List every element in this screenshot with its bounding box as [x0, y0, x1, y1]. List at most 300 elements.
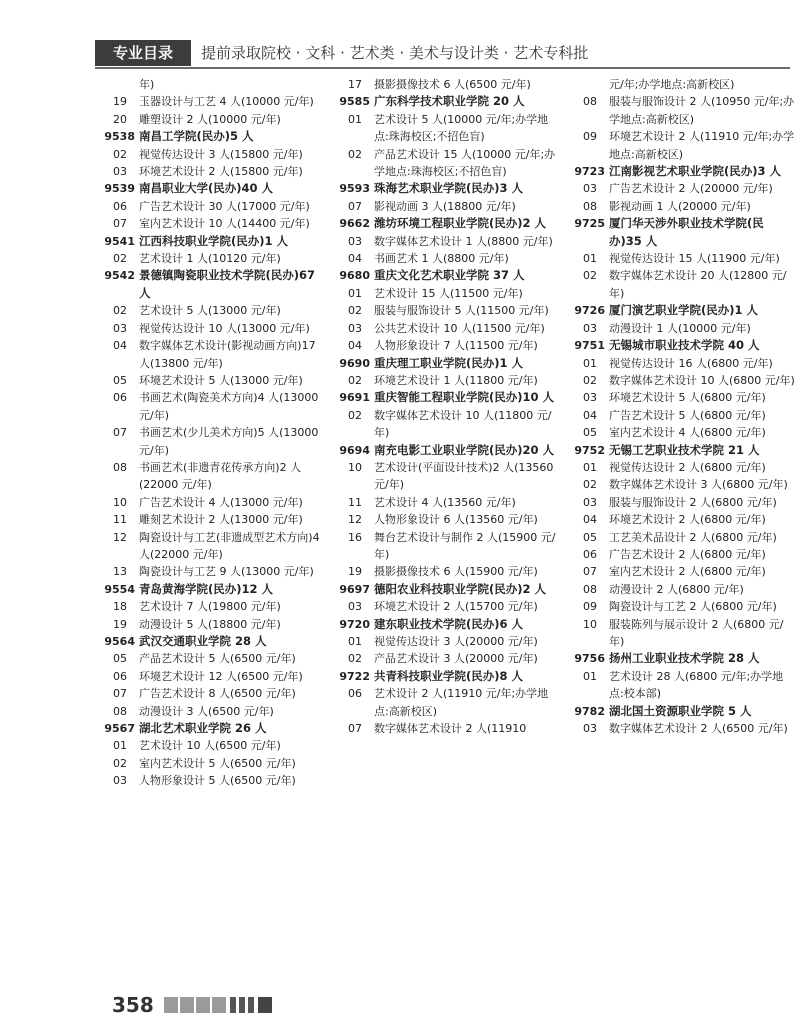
school-entry: [330, 355, 558, 372]
school-entry: [95, 633, 323, 650]
major-entry: [565, 128, 795, 163]
school-entry: [95, 233, 323, 250]
major-entry: [95, 703, 323, 720]
major-entry: [565, 407, 795, 424]
school-code: 9541: [104, 234, 135, 248]
page-number: 358: [112, 993, 154, 1017]
major-entry: [565, 563, 795, 580]
major-code: 09: [583, 600, 597, 614]
entry-text: 环境艺术设计 2 人(11910 元/年;办学地点:高新校区): [609, 130, 795, 161]
entry-text: 产品艺术设计 15 人(10000 元/年;办学地点:珠海校区;不招色盲): [374, 147, 556, 179]
major-code: 01: [583, 460, 597, 474]
major-code: 02: [583, 269, 597, 283]
major-entry: [330, 407, 558, 442]
major-entry: [565, 616, 795, 651]
entry-text: 室内艺术设计 4 人(6800 元/年): [609, 426, 766, 440]
major-code: 03: [583, 495, 597, 509]
school-code: 9725: [574, 217, 605, 231]
column-3: [565, 76, 795, 737]
school-code: 9694: [339, 443, 370, 457]
major-entry: [330, 111, 558, 146]
entry-text: 人物形象设计 7 人(11500 元/年): [374, 339, 538, 353]
school-name: 珠海艺术职业学院(民办)3 人: [374, 181, 524, 196]
major-entry: [330, 633, 558, 650]
major-code: 08: [583, 199, 597, 213]
header-rule: [95, 67, 790, 69]
entry-text: 艺术设计(平面设计技术)2 人(13560 元/年): [374, 460, 554, 492]
entry-text: 摄影摄像技术 6 人(15900 元/年): [374, 565, 538, 579]
major-code: 02: [583, 478, 597, 492]
entry-text: 人物形象设计 6 人(13560 元/年): [374, 513, 538, 527]
major-code: 01: [583, 252, 597, 266]
major-entry: [565, 198, 795, 215]
major-code: 19: [113, 617, 127, 631]
major-code: 08: [113, 460, 127, 474]
major-code: 08: [583, 95, 597, 109]
major-code: 03: [348, 321, 362, 335]
entry-text: 数字媒体艺术设计 1 人(8800 元/年): [374, 234, 553, 248]
entry-text: 舞台艺术设计与制作 2 人(15900 元/年): [374, 530, 556, 561]
entry-text: 年): [139, 78, 155, 91]
school-name: 青岛黄海学院(民办)12 人: [139, 581, 274, 596]
school-entry: [95, 581, 323, 598]
entry-text: 数字媒体艺术设计 3 人(6800 元/年): [609, 478, 788, 492]
major-code: 18: [113, 600, 127, 614]
major-code: 06: [113, 669, 127, 683]
school-entry: [330, 180, 558, 197]
entry-text: 雕刻艺术设计 2 人(13000 元/年): [139, 513, 303, 527]
entry-text: 室内艺术设计 2 人(6800 元/年): [609, 565, 766, 579]
entry-text: 视觉传达设计 10 人(13000 元/年): [139, 321, 310, 335]
school-name: 潍坊环境工程职业学院(民办)2 人: [374, 216, 547, 231]
school-entry: [565, 215, 795, 250]
major-code: 12: [113, 530, 127, 544]
school-entry: [565, 163, 795, 180]
entry-text: 环境艺术设计 5 人(13000 元/年): [139, 373, 303, 387]
major-entry: [565, 529, 795, 546]
major-code: 05: [113, 652, 127, 666]
page-header: [95, 40, 790, 66]
major-entry: [565, 494, 795, 511]
entry-text: 服装与服饰设计 5 人(11500 元/年): [374, 304, 549, 318]
major-code: 19: [113, 95, 127, 109]
school-code: 9756: [574, 652, 605, 666]
major-code: 07: [583, 565, 597, 579]
major-entry: [565, 668, 795, 703]
major-entry: [95, 755, 323, 772]
major-entry: [330, 720, 558, 737]
major-entry: [565, 424, 795, 441]
section-tag: 专业目录: [95, 40, 191, 66]
entry-text: 艺术设计 15 人(11500 元/年): [374, 286, 523, 300]
major-entry: [95, 337, 323, 372]
school-entry: [565, 302, 795, 319]
entry-text: 艺术设计 5 人(10000 元/年;办学地点:珠海校区;不招色盲): [374, 112, 549, 144]
major-entry: [330, 146, 558, 181]
major-code: 01: [348, 112, 362, 126]
school-code: 9697: [339, 582, 370, 596]
major-entry: [330, 320, 558, 337]
school-name: 重庆理工职业学院(民办)1 人: [374, 355, 524, 370]
major-code: 08: [583, 582, 597, 596]
school-name: 无锡城市职业技术学院 40 人: [609, 338, 760, 353]
major-entry: [565, 267, 795, 302]
major-code: 03: [113, 165, 127, 179]
major-code: 09: [583, 130, 597, 144]
header-title: 提前录取院校 · 文科 · 艺术类 · 美术与设计类 · 艺术专科批: [201, 44, 589, 62]
entry-text: 视觉传达设计 15 人(11900 元/年): [609, 252, 780, 266]
entry-text: 书画艺术 1 人(8800 元/年): [374, 252, 509, 266]
major-code: 01: [348, 635, 362, 648]
entry-text: 数字媒体艺术设计 2 人(6500 元/年): [609, 722, 788, 736]
school-code: 9538: [104, 130, 135, 144]
entry-text: 动漫设计 2 人(6800 元/年): [609, 582, 744, 596]
major-entry: [95, 146, 323, 163]
school-entry: [330, 581, 558, 598]
entry-text: 元/年;办学地点:高新校区): [609, 78, 735, 91]
entry-text: 艺术设计 7 人(19800 元/年): [139, 600, 281, 614]
entry-text: 室内艺术设计 10 人(14400 元/年): [139, 217, 310, 231]
entry-text: 动漫设计 3 人(6500 元/年): [139, 704, 274, 718]
major-code: 05: [583, 426, 597, 440]
school-code: 9752: [574, 443, 605, 457]
entry-text: 艺术设计 1 人(10120 元/年): [139, 252, 281, 266]
school-name: 重庆智能工程职业学院(民办)10 人: [374, 390, 555, 405]
entry-text: 视觉传达设计 3 人(20000 元/年): [374, 635, 538, 648]
major-entry: [330, 198, 558, 215]
major-code: 04: [348, 252, 362, 266]
continuation-text: [95, 76, 323, 93]
major-code: 06: [583, 547, 597, 561]
major-entry: [95, 511, 323, 528]
major-code: 04: [348, 339, 362, 353]
major-code: 01: [348, 286, 362, 300]
major-entry: [95, 616, 323, 633]
entry-text: 陶瓷设计与工艺(非遗成型艺术方向)4 人(22000 元/年): [139, 530, 320, 561]
school-entry: [565, 337, 795, 354]
entry-text: 环境艺术设计 1 人(11800 元/年): [374, 373, 538, 387]
major-entry: [95, 737, 323, 754]
major-code: 10: [113, 495, 127, 509]
entry-text: 公共艺术设计 10 人(11500 元/年): [374, 321, 545, 335]
entry-text: 艺术设计 28 人(6800 元/年;办学地点:校本部): [609, 669, 784, 701]
major-entry: [330, 76, 558, 93]
major-entry: [95, 215, 323, 232]
major-code: 11: [113, 513, 127, 527]
major-entry: [330, 598, 558, 615]
major-entry: [565, 511, 795, 528]
entry-text: 雕塑设计 2 人(10000 元/年): [139, 112, 281, 126]
major-entry: [565, 598, 795, 615]
entry-text: 产品艺术设计 3 人(20000 元/年): [374, 652, 538, 666]
school-entry: [330, 215, 558, 232]
major-code: 13: [113, 565, 127, 579]
entry-text: 广告艺术设计 4 人(13000 元/年): [139, 495, 303, 509]
school-entry: [565, 442, 795, 459]
school-entry: [95, 267, 323, 302]
school-name: 共青科技职业学院(民办)8 人: [374, 668, 524, 683]
major-code: 03: [583, 722, 597, 736]
entry-text: 环境艺术设计 2 人(15700 元/年): [374, 600, 538, 614]
school-code: 9720: [339, 617, 370, 631]
school-name: 南昌职业大学(民办)40 人: [139, 181, 274, 196]
major-entry: [565, 389, 795, 406]
entry-text: 人物形象设计 5 人(6500 元/年): [139, 774, 296, 788]
entry-text: 数字媒体艺术设计(影视动画方向)17 人(13800 元/年): [139, 339, 316, 370]
school-name: 厦门华天涉外职业技术学院(民办)35 人: [609, 216, 764, 248]
school-code: 9680: [339, 269, 370, 283]
entry-text: 视觉传达设计 3 人(15800 元/年): [139, 147, 303, 161]
major-code: 10: [348, 460, 362, 474]
major-code: 07: [113, 426, 127, 440]
major-entry: [330, 250, 558, 267]
major-entry: [565, 355, 795, 372]
major-code: 10: [583, 617, 597, 631]
major-code: 03: [113, 774, 127, 788]
major-code: 08: [113, 704, 127, 718]
major-entry: [330, 302, 558, 319]
school-name: 厦门演艺职业学院(民办)1 人: [609, 303, 759, 318]
school-entry: [95, 128, 323, 145]
major-code: 06: [348, 687, 362, 701]
major-code: 19: [348, 565, 362, 579]
school-entry: [330, 668, 558, 685]
major-code: 17: [348, 78, 362, 91]
school-name: 湖北国土资源职业学院 5 人: [609, 703, 752, 718]
major-code: 04: [583, 513, 597, 527]
major-entry: [330, 529, 558, 564]
entry-text: 影视动画 3 人(18800 元/年): [374, 199, 516, 213]
school-code: 9726: [574, 304, 605, 318]
major-entry: [330, 563, 558, 580]
entry-text: 书画艺术(非遗青花传承方向)2 人(22000 元/年): [139, 460, 302, 492]
major-entry: [95, 389, 323, 424]
major-code: 03: [113, 321, 127, 335]
column-1: [95, 76, 323, 790]
entry-text: 艺术设计 2 人(11910 元/年;办学地点:高新校区): [374, 687, 549, 718]
entry-text: 玉器设计与工艺 4 人(10000 元/年): [139, 95, 314, 109]
school-code: 9542: [104, 269, 135, 283]
major-entry: [330, 685, 558, 720]
school-entry: [565, 650, 795, 667]
school-name: 德阳农业科技职业学院(民办)2 人: [374, 581, 547, 596]
major-code: 02: [113, 304, 127, 318]
school-name: 广东科学技术职业学院 20 人: [374, 94, 525, 109]
major-entry: [95, 111, 323, 128]
school-entry: [565, 703, 795, 720]
entry-text: 数字媒体艺术设计 20 人(12800 元/年): [609, 269, 787, 300]
major-entry: [95, 424, 323, 459]
entry-text: 服装与服饰设计 2 人(6800 元/年): [609, 495, 777, 509]
major-entry: [95, 563, 323, 580]
major-entry: [565, 459, 795, 476]
major-entry: [565, 546, 795, 563]
major-entry: [330, 494, 558, 511]
entry-text: 艺术设计 4 人(13560 元/年): [374, 495, 516, 509]
major-entry: [95, 529, 323, 564]
major-code: 01: [583, 669, 597, 683]
major-entry: [330, 337, 558, 354]
school-entry: [330, 267, 558, 284]
major-entry: [330, 459, 558, 494]
major-code: 07: [348, 722, 362, 736]
entry-text: 书画艺术(陶瓷美术方向)4 人(13000 元/年): [139, 391, 319, 422]
major-code: 07: [113, 217, 127, 231]
entry-text: 广告艺术设计 2 人(20000 元/年): [609, 182, 773, 196]
major-code: 02: [113, 252, 127, 266]
school-entry: [330, 442, 558, 459]
school-name: 江西科技职业学院(民办)1 人: [139, 233, 289, 248]
entry-text: 环境艺术设计 5 人(6800 元/年): [609, 391, 766, 405]
major-code: 07: [348, 199, 362, 213]
school-name: 武汉交通职业学院 28 人: [139, 634, 267, 648]
major-entry: [95, 372, 323, 389]
entry-text: 数字媒体艺术设计 10 人(6800 元/年): [609, 373, 795, 387]
major-code: 01: [113, 739, 127, 753]
school-code: 9782: [574, 704, 605, 718]
school-name: 湖北艺术职业学院 26 人: [139, 721, 267, 736]
major-entry: [95, 198, 323, 215]
entry-text: 动漫设计 5 人(18800 元/年): [139, 617, 281, 631]
column-2: [330, 76, 558, 737]
major-entry: [95, 772, 323, 789]
entry-text: 室内艺术设计 5 人(6500 元/年): [139, 756, 296, 770]
major-code: 06: [113, 199, 127, 213]
entry-text: 广告艺术设计 8 人(6500 元/年): [139, 687, 296, 701]
major-entry: [565, 93, 795, 128]
major-code: 05: [113, 373, 127, 387]
major-entry: [330, 233, 558, 250]
entry-text: 数字媒体艺术设计 10 人(11800 元/年): [374, 408, 552, 440]
major-entry: [565, 581, 795, 598]
major-code: 02: [113, 147, 127, 161]
school-code: 9691: [339, 391, 370, 405]
major-entry: [95, 163, 323, 180]
major-code: 07: [113, 687, 127, 701]
school-code: 9723: [574, 165, 605, 179]
school-code: 9690: [339, 356, 370, 370]
entry-text: 环境艺术设计 2 人(6800 元/年): [609, 513, 766, 527]
entry-text: 陶瓷设计与工艺 9 人(13000 元/年): [139, 565, 314, 579]
entry-text: 艺术设计 5 人(13000 元/年): [139, 304, 281, 318]
school-code: 9564: [104, 635, 135, 648]
entry-text: 影视动画 1 人(20000 元/年): [609, 199, 751, 213]
entry-text: 数字媒体艺术设计 2 人(11910: [374, 722, 527, 736]
school-code: 9722: [339, 669, 370, 683]
school-entry: [95, 720, 323, 737]
school-name: 扬州工业职业技术学院 28 人: [609, 651, 760, 666]
major-entry: [565, 320, 795, 337]
major-entry: [95, 320, 323, 337]
entry-text: 产品艺术设计 5 人(6500 元/年): [139, 652, 296, 666]
major-code: 03: [348, 600, 362, 614]
school-entry: [330, 93, 558, 110]
entry-text: 广告艺术设计 5 人(6800 元/年): [609, 408, 766, 422]
entry-text: 服装与服饰设计 2 人(10950 元/年;办学地点:高新校区): [609, 95, 795, 126]
major-entry: [565, 720, 795, 737]
school-name: 景德镇陶瓷职业技术学院(民办)67 人: [139, 268, 316, 300]
major-entry: [330, 650, 558, 667]
entry-text: 书画艺术(少儿美术方向)5 人(13000 元/年): [139, 426, 319, 457]
entry-text: 摄影摄像技术 6 人(6500 元/年): [374, 78, 531, 91]
major-entry: [95, 494, 323, 511]
major-entry: [565, 250, 795, 267]
major-code: 20: [113, 112, 127, 126]
major-entry: [95, 598, 323, 615]
major-code: 03: [348, 234, 362, 248]
entry-text: 广告艺术设计 30 人(17000 元/年): [139, 199, 310, 213]
school-entry: [95, 180, 323, 197]
major-code: 02: [348, 147, 362, 161]
major-entry: [330, 285, 558, 302]
major-code: 06: [113, 391, 127, 405]
major-entry: [95, 668, 323, 685]
school-code: 9567: [104, 722, 135, 736]
school-name: 无锡工艺职业技术学院 21 人: [609, 442, 760, 457]
school-code: 9585: [339, 95, 370, 109]
major-entry: [565, 180, 795, 197]
major-code: 02: [348, 373, 362, 387]
major-code: 03: [583, 321, 597, 335]
major-entry: [95, 650, 323, 667]
entry-text: 视觉传达设计 2 人(6800 元/年): [609, 460, 766, 474]
school-code: 9662: [339, 217, 370, 231]
school-name: 建东职业技术学院(民办)6 人: [374, 616, 524, 631]
major-code: 02: [348, 652, 362, 666]
major-code: 16: [348, 530, 362, 544]
school-code: 9751: [574, 339, 605, 353]
major-code: 02: [583, 373, 597, 387]
school-name: 南昌工学院(民办)5 人: [139, 129, 254, 144]
entry-text: 环境艺术设计 2 人(15800 元/年): [139, 165, 303, 179]
entry-text: 动漫设计 1 人(10000 元/年): [609, 321, 751, 335]
continuation-text: [565, 76, 795, 93]
footer-decoration: [164, 997, 284, 1013]
major-entry: [330, 511, 558, 528]
major-code: 11: [348, 495, 362, 509]
major-entry: [95, 250, 323, 267]
entry-text: 艺术设计 10 人(6500 元/年): [139, 739, 281, 753]
school-name: 江南影视艺术职业学院(民办)3 人: [609, 164, 782, 179]
major-code: 01: [583, 356, 597, 370]
school-name: 重庆文化艺术职业学院 37 人: [374, 268, 525, 283]
major-code: 05: [583, 530, 597, 544]
school-name: 南充电影工业职业学院(民办)20 人: [374, 442, 555, 457]
major-entry: [95, 459, 323, 494]
school-entry: [330, 616, 558, 633]
major-entry: [565, 372, 795, 389]
major-code: 04: [113, 339, 127, 353]
major-code: 02: [348, 304, 362, 318]
school-code: 9554: [104, 582, 135, 596]
major-entry: [565, 476, 795, 493]
entry-text: 工艺美术品设计 2 人(6800 元/年): [609, 530, 777, 544]
entry-text: 陶瓷设计与工艺 2 人(6800 元/年): [609, 600, 777, 614]
major-code: 02: [113, 756, 127, 770]
major-entry: [95, 93, 323, 110]
entry-text: 服装陈列与展示设计 2 人(6800 元/年): [609, 617, 784, 648]
major-entry: [95, 685, 323, 702]
major-code: 03: [583, 182, 597, 196]
major-code: 03: [583, 391, 597, 405]
school-code: 9593: [339, 182, 370, 196]
major-entry: [95, 302, 323, 319]
school-code: 9539: [104, 182, 135, 196]
major-entry: [330, 372, 558, 389]
major-code: 04: [583, 408, 597, 422]
major-code: 12: [348, 513, 362, 527]
major-code: 02: [348, 408, 362, 422]
